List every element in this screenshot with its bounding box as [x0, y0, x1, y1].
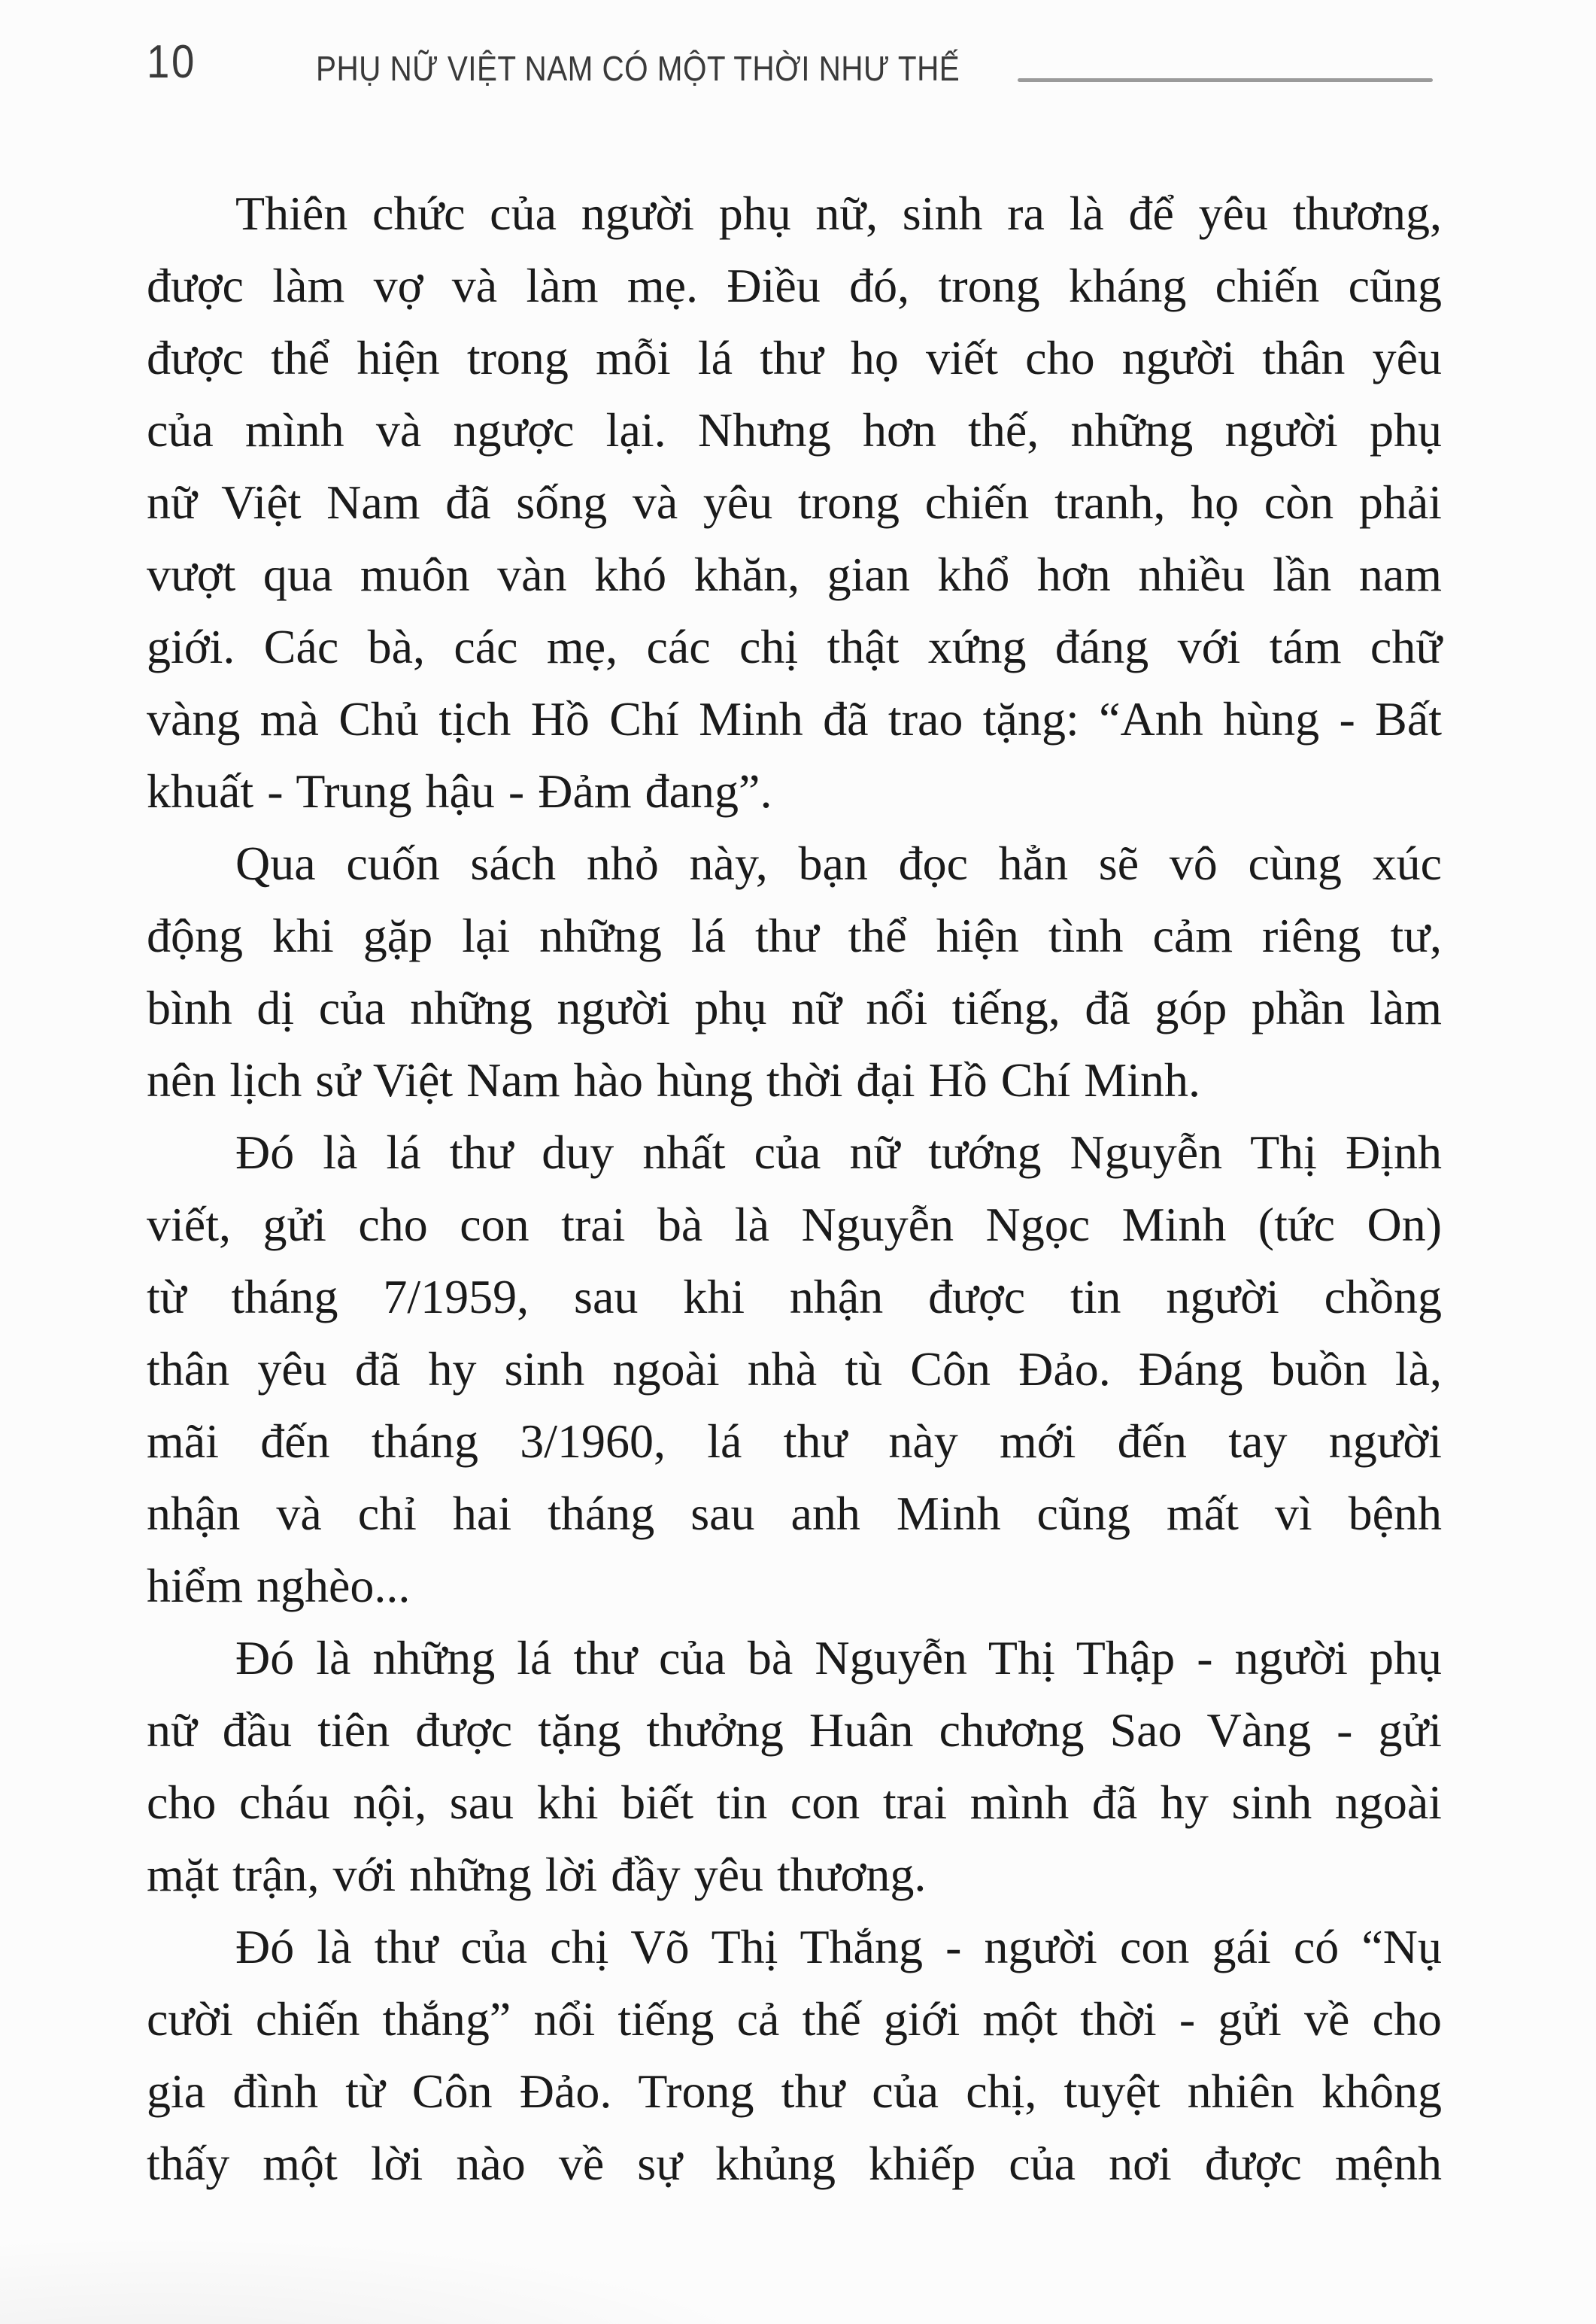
running-title: PHỤ NỮ VIỆT NAM CÓ MỘT THỜI NHƯ THẾ: [315, 49, 960, 88]
text-line: Thiên chức của người phụ nữ, sinh ra là để yêu thương,: [235, 187, 1442, 240]
text-block: [147, 178, 1442, 2200]
text-line: thân yêu đã hy sinh ngoài nhà tù Côn Đảo. Đáng buồn là,: [147, 1342, 1442, 1396]
text-line: hiểm nghèo...: [147, 1559, 411, 1612]
text-line: mặt trận, với những lời đầy yêu thương.: [147, 1848, 927, 1901]
paragraph: [147, 1911, 1442, 2200]
text-line: cho cháu nội, sau khi biết tin con trai mình đã hy sinh ngoài: [147, 1776, 1442, 1829]
page-header: [147, 36, 1433, 88]
text-line: nhận và chỉ hai tháng sau anh Minh cũng mất vì bệnh: [147, 1487, 1442, 1540]
text-line: viết, gửi cho con trai bà là Nguyễn Ngọc Minh (tức On): [147, 1198, 1442, 1251]
header-rule: [1018, 78, 1433, 82]
paragraph: [147, 178, 1442, 828]
text-line: vàng mà Chủ tịch Hồ Chí Minh đã trao tặng: “Anh hùng - Bất: [147, 692, 1442, 746]
text-line: mãi đến tháng 3/1960, lá thư này mới đến tay người: [147, 1414, 1442, 1468]
text-line: động khi gặp lại những lá thư thể hiện tình cảm riêng tư,: [147, 909, 1442, 962]
page-number: 10: [147, 36, 196, 88]
text-line: của mình và ngược lại. Nhưng hơn thế, những người phụ: [147, 403, 1442, 457]
text-line: vượt qua muôn vàn khó khăn, gian khổ hơn nhiều lần nam: [147, 548, 1442, 601]
paragraph: [147, 828, 1442, 1116]
text-line: được thể hiện trong mỗi lá thư họ viết cho người thân yêu: [147, 331, 1442, 384]
text-line: nữ Việt Nam đã sống và yêu trong chiến tranh, họ còn phải: [147, 475, 1442, 529]
text-line: nữ đầu tiên được tặng thưởng Huân chương Sao Vàng - gửi: [147, 1703, 1442, 1757]
paragraph: [147, 1116, 1442, 1622]
text-line: Đó là những lá thư của bà Nguyễn Thị Thập - người phụ: [235, 1631, 1442, 1685]
text-line: thấy một lời nào về sự khủng khiếp của nơi được mệnh: [147, 2137, 1442, 2190]
text-line: Đó là lá thư duy nhất của nữ tướng Nguyễn Thị Định: [235, 1126, 1442, 1179]
text-line: khuất - Trung hậu - Đảm đang”.: [147, 764, 772, 818]
text-line: Đó là thư của chị Võ Thị Thắng - người con gái có “Nụ: [235, 1920, 1442, 1973]
text-line: Qua cuốn sách nhỏ này, bạn đọc hẳn sẽ vô cùng xúc: [235, 837, 1442, 890]
text-line: giới. Các bà, các mẹ, các chị thật xứng đáng với tám chữ: [147, 620, 1442, 673]
text-line: cười chiến thắng” nổi tiếng cả thế giới một thời - gửi về cho: [147, 1992, 1442, 2046]
text-line: từ tháng 7/1959, sau khi nhận được tin người chồng: [147, 1270, 1442, 1323]
paragraph: [147, 1622, 1442, 1911]
text-line: nên lịch sử Việt Nam hào hùng thời đại Hồ Chí Minh.: [147, 1053, 1200, 1107]
text-line: bình dị của những người phụ nữ nổi tiếng, đã góp phần làm: [147, 981, 1442, 1034]
text-line: gia đình từ Côn Đảo. Trong thư của chị, tuyệt nhiên không: [147, 2064, 1442, 2118]
text-line: được làm vợ và làm mẹ. Điều đó, trong kháng chiến cũng: [147, 259, 1442, 312]
